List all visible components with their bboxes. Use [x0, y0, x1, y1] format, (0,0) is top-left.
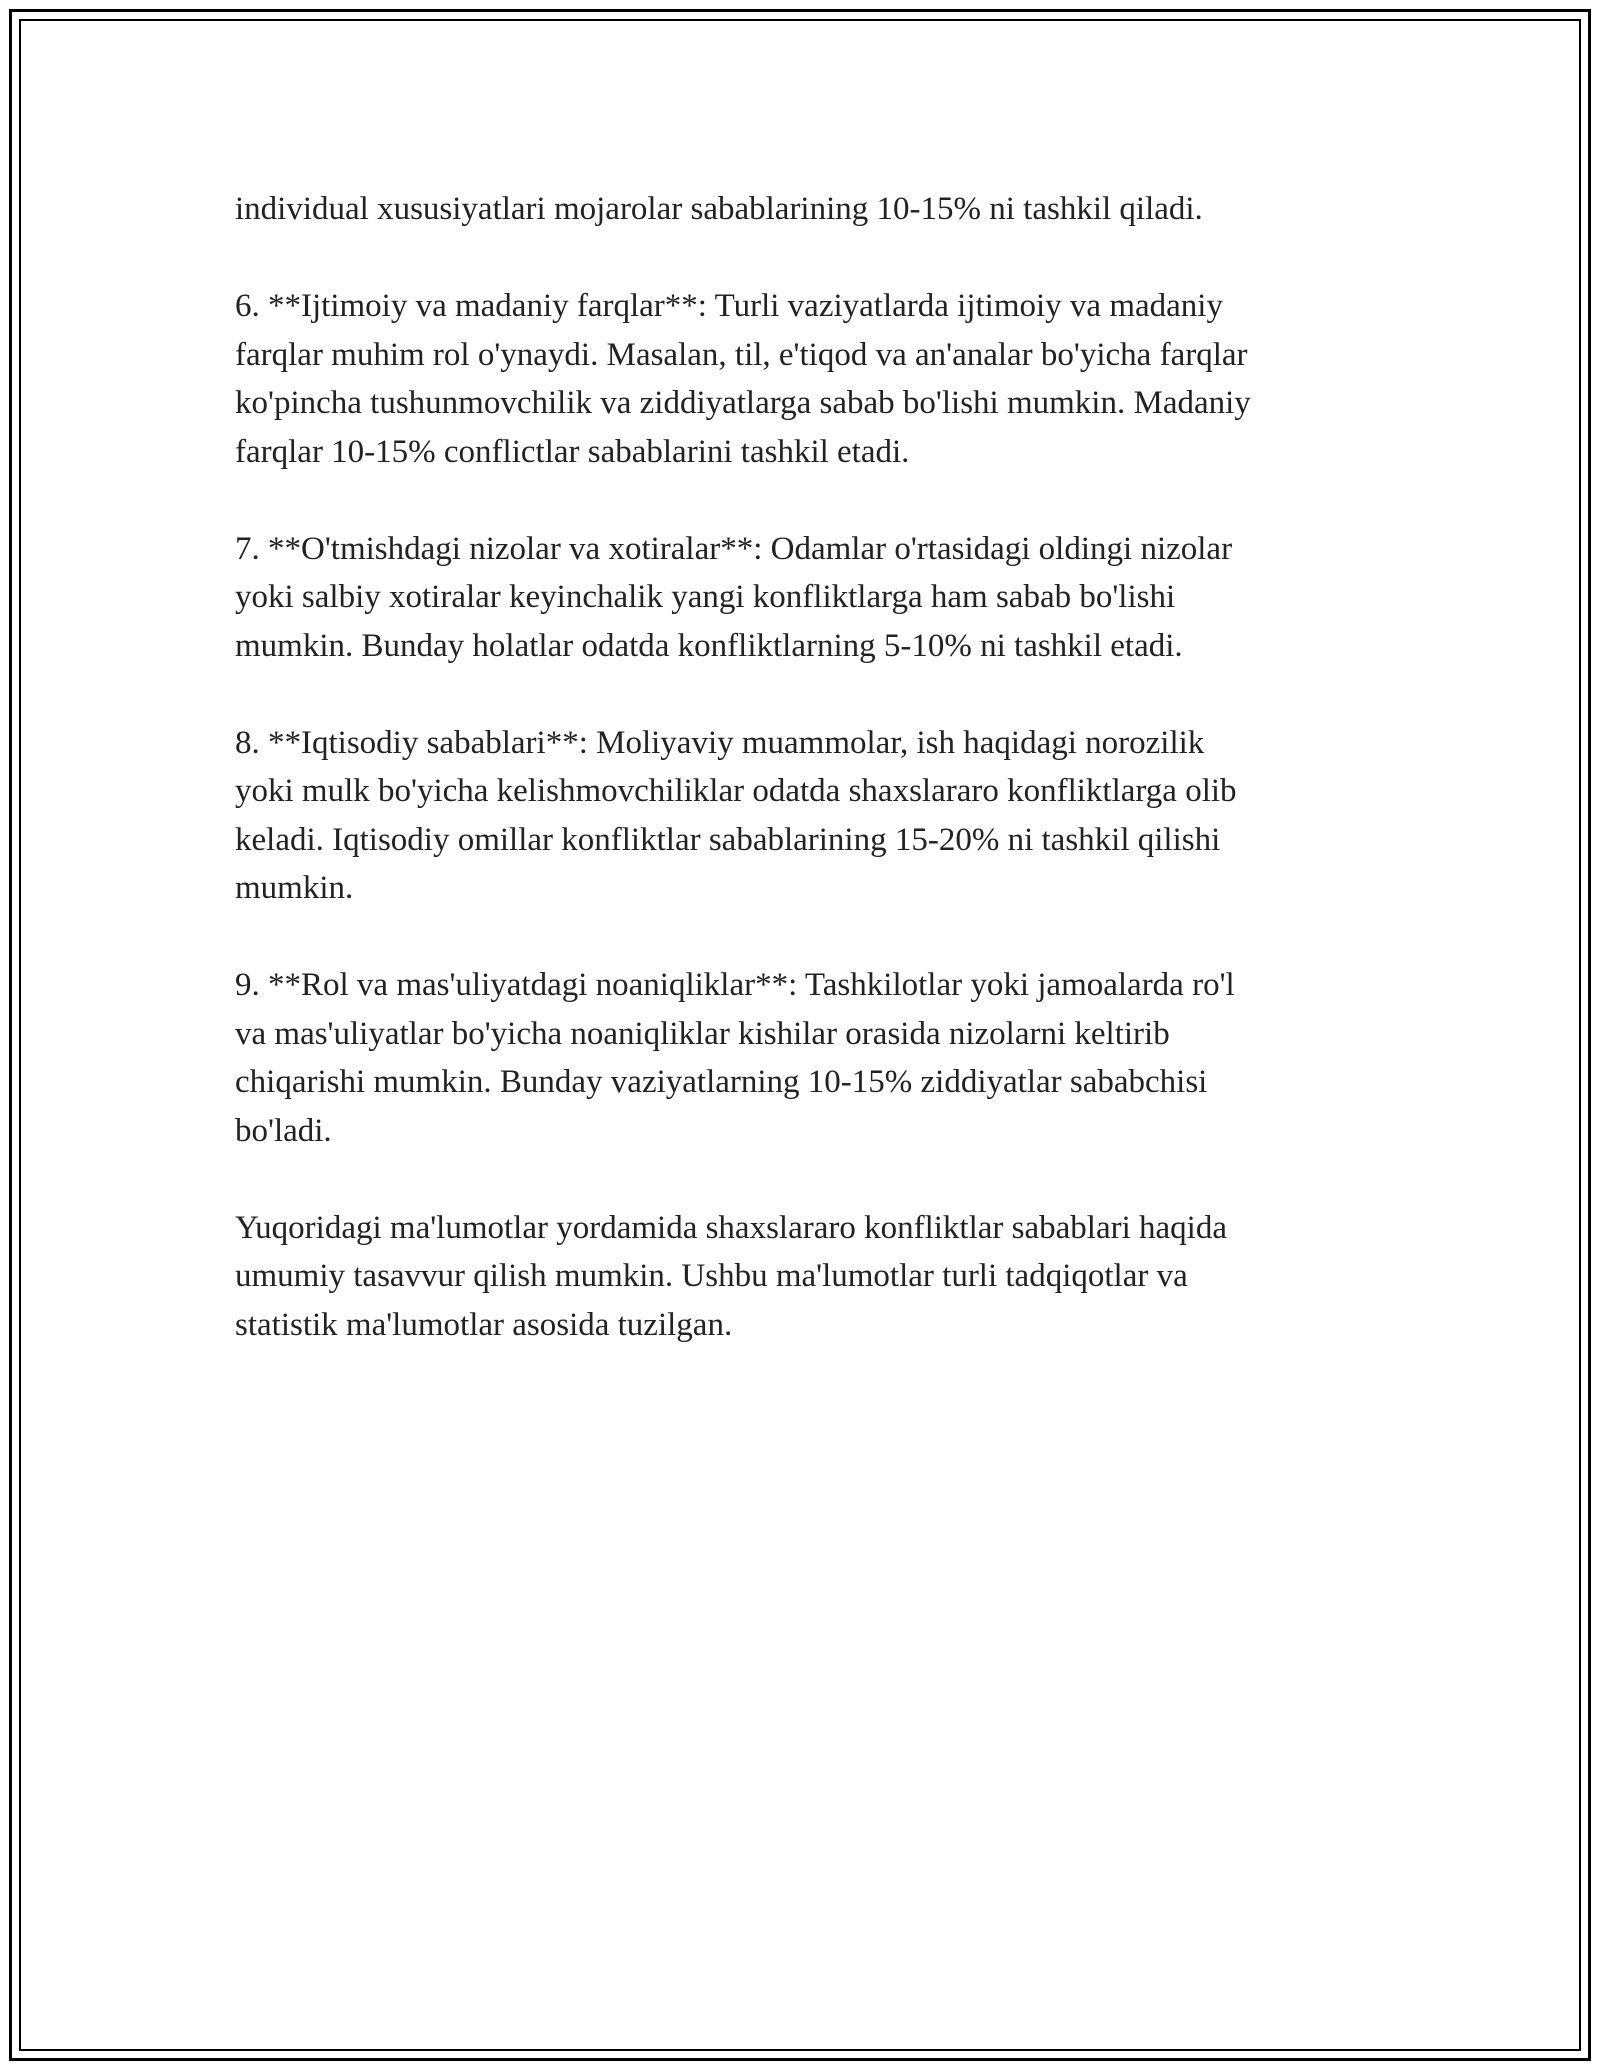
- text-line: chiqarishi mumkin. Bunday vaziyatlarning 10-15% ziddiyatlar sababchisi: [235, 1064, 1208, 1100]
- text-line: yoki salbiy xotiralar keyinchalik yangi konfliktlarga ham sabab bo'lishi: [235, 579, 1176, 615]
- text-line: umumiy tasavvur qilish mumkin. Ushbu ma'lumotlar turli tadqiqotlar va: [235, 1258, 1188, 1294]
- text-line: ko'pincha tushunmovchilik va ziddiyatlarga sabab bo'lishi mumkin. Madaniy: [235, 385, 1251, 421]
- text-line: farqlar muhim rol o'ynaydi. Masalan, til, e'tiqod va an'analar bo'yicha farqlar: [235, 336, 1248, 373]
- document-body: [235, 185, 1385, 1398]
- text-line: mumkin.: [235, 870, 354, 906]
- text-line: va mas'uliyatlar bo'yicha noaniqliklar kishilar orasida nizolarni keltirib: [235, 1015, 1170, 1052]
- text-line: yoki mulk bo'yicha kelishmovchiliklar odatda shaxslararo konfliktlarga olib: [235, 773, 1237, 809]
- text-line: 6. **Ijtimoiy va madaniy farqlar**: Turli vaziyatlarda ijtimoiy va madaniy: [235, 288, 1223, 324]
- paragraph-conclusion: [235, 1204, 1385, 1350]
- text-line: farqlar 10-15% conflictlar sabablarini tashkil etadi.: [235, 433, 910, 470]
- text-line: mumkin. Bunday holatlar odatda konfliktlarning 5-10% ni tashkil etadi.: [235, 627, 1183, 664]
- text-line: 9. **Rol va mas'uliyatdagi noaniqliklar**: Tashkilotlar yoki jamoalarda ro'l: [235, 967, 1235, 1003]
- text-line: keladi. Iqtisodiy omillar konfliktlar sabablarining 15-20% ni tashkil qilishi: [235, 821, 1221, 858]
- paragraph-item-9: [235, 961, 1385, 1155]
- paragraph-item-8: [235, 719, 1385, 913]
- text-line: bo'ladi.: [235, 1112, 332, 1149]
- text-line: individual xususiyatlari mojarolar sabablarining 10-15% ni tashkil qiladi.: [235, 191, 1203, 227]
- text-line: Yuqoridagi ma'lumotlar yordamida shaxslararo konfliktlar sabablari haqida: [235, 1209, 1227, 1246]
- paragraph-item-7: [235, 525, 1385, 671]
- paragraph-continuation: [235, 185, 1385, 234]
- text-line: statistik ma'lumotlar asosida tuzilgan.: [235, 1306, 733, 1343]
- paragraph-item-6: [235, 282, 1385, 476]
- text-line: 7. **O'tmishdagi nizolar va xotiralar**: Odamlar o'rtasidagi oldingi nizolar: [235, 530, 1233, 567]
- text-line: 8. **Iqtisodiy sabablari**: Moliyaviy muammolar, ish haqidagi norozilik: [235, 724, 1205, 761]
